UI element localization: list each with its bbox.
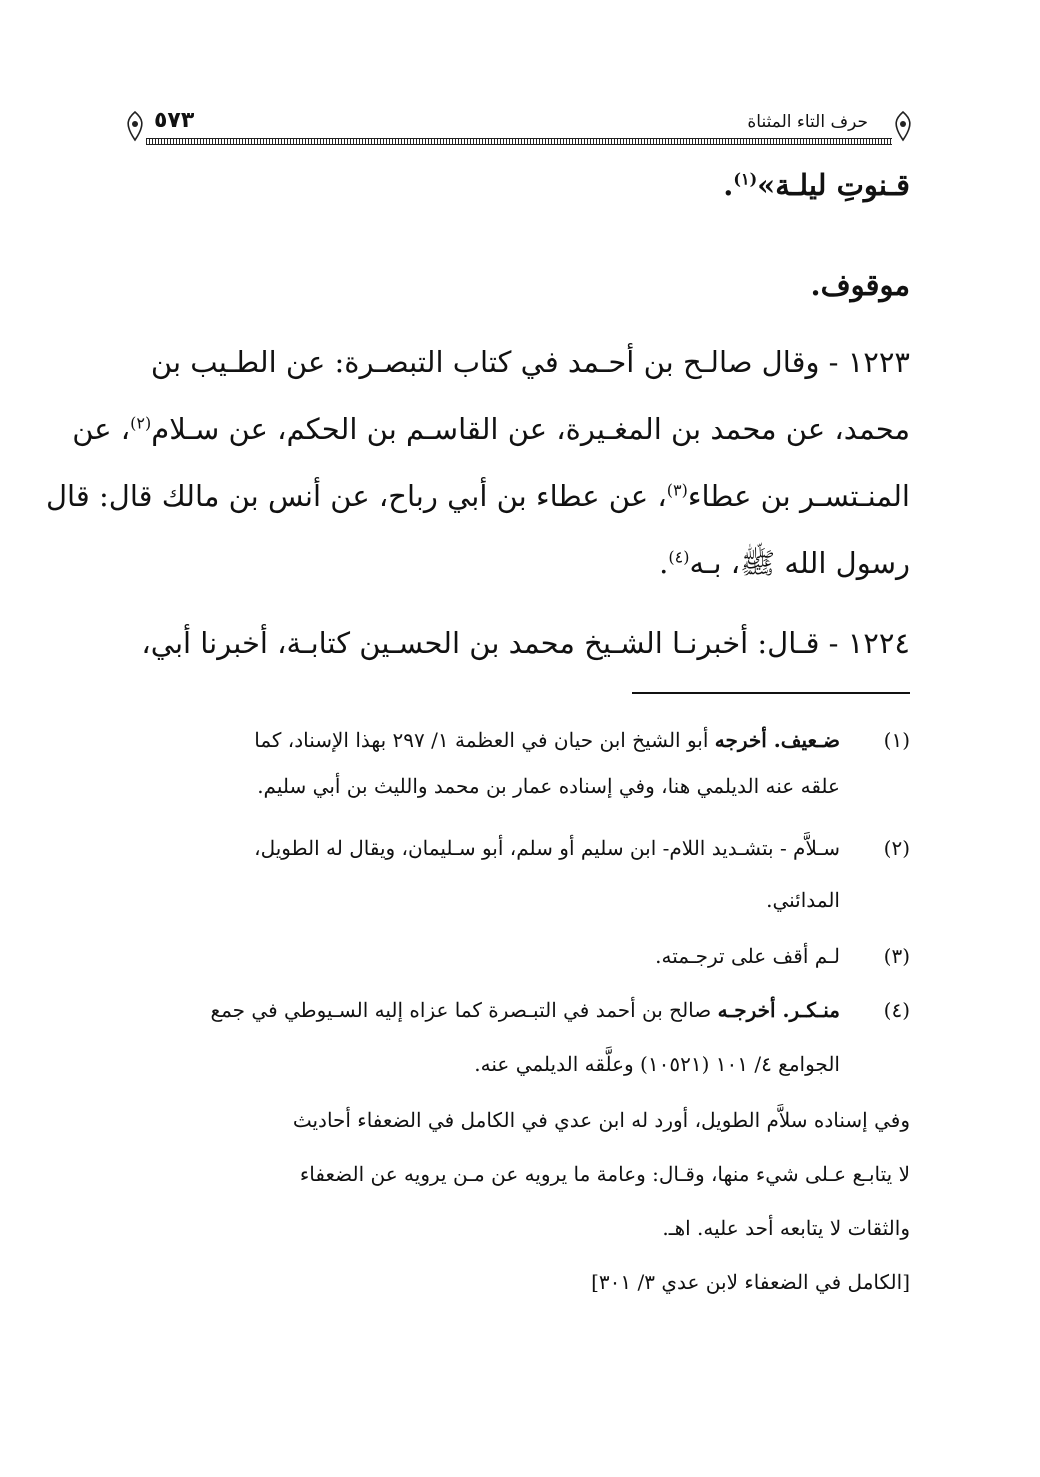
footnote-4-line-3: وفي إسناده سلاَّم الطويل، أورد له ابن عدي في الكامل في الضعفاء أحاديث <box>292 1108 910 1132</box>
grading-mawquf: موقوف. <box>810 268 910 302</box>
page-header <box>128 108 910 148</box>
hadith-1224-line-1: ١٢٢٤ - قـال: أخبرنـا الشـيخ محمد بن الحسـين كتابـة، أخبرنا أبي، <box>141 626 910 660</box>
footnote-ref-4[interactable]: (٤) <box>668 547 690 567</box>
text-line-1: قـنوتِ ليلـة»$^{(١)}$. <box>723 168 910 202</box>
page-number: ٥٧٣ <box>154 108 195 133</box>
footnote-ref-2[interactable]: (٢) <box>130 413 152 433</box>
hadith-1223-line-4: رسول الله ﷺ، بـه$^{(٤)}$. <box>659 546 910 580</box>
footnote-4-source: [الكامل في الضعفاء لابن عدي ٣/ ٣٠١] <box>591 1270 910 1294</box>
footnote-ref-3[interactable]: (٣) <box>666 480 688 500</box>
footnote-separator <box>632 692 910 694</box>
footnote-2-number: (٢) <box>883 836 910 860</box>
footnote-3-number: (٣) <box>883 944 910 968</box>
document-page: حرف التاء المثناة ٥٧٣ قـنوتِ ليلـة»$^{(١)}$. موقوف. ١٢٢٣ - وقال صالـح بن أحـمد في كتاب التبصـرة: عن الطـيب بن محمد، عن محمد بن المغـيرة، عن القاسـم بن الحكم، عن سـلام$^{(٢)}$، عن المنـتسـر بن عطاء$^{(٣)}$، عن عطاء بن أبي رباح، عن أنس بن مالك قال: قال رسول الله ﷺ، بـه$^{(٤)}$. ١٢٢٤ - قـال: أخبرنـا الشـيخ محمد بن الحسـين كتابـة، أخبرنا أبي، (١) ضـعيف. أخرجه أبو الشيخ ابن حيان في العظمة ١/ ٢٩٧ بهذا الإسناد، كما علقه عنه الديلمي هنا، وفي إسناده عمار بن محمد والليث بن أبي سليم. (٢) سـلاَّم - بتشـديد اللام- ابن سليم أو سلم، أبو سـليمان، ويقال له الطويل، المدائني. (٣) لـم أقف على ترجـمته. (٤) منـكـر. أخرجـه صالح بن أحمد في التبـصرة كما عزاه إليه السـيوطي في جمع الجوامع ٤/ ١٠١ (١٠٥٢١) وعلَّقه الديلمي عنه. وفي إسناده سلاَّم الطويل، أورد له ابن عدي في الكامل في الضعفاء أحاديث لا يتابـع عـلى شيء منها، وقـال: وعامة ما يرويه عن مـن يرويه عن الضعفاء والثقات لا يتابعه أحد عليه. اهـ. [الكامل في الضعفاء لابن عدي ٣/ ٣٠١] <box>0 0 1040 1477</box>
ornament-right-icon <box>888 110 918 142</box>
header-rule <box>146 138 892 145</box>
hadith-1223-line-2: محمد، عن محمد بن المغـيرة، عن القاسـم بن الحكم، عن سـلام$^{(٢)}$، عن <box>72 412 910 446</box>
footnote-4-line-5: والثقات لا يتابعه أحد عليه. اهـ. <box>662 1216 910 1240</box>
footnote-ref-1[interactable]: (١) <box>733 169 758 189</box>
footnote-4-line-4: لا يتابـع عـلى شيء منها، وقـال: وعامة ما يرويه عن مـن يرويه عن الضعفاء <box>299 1162 910 1186</box>
footnote-1-number: (١) <box>883 728 910 752</box>
running-title: حرف التاء المثناة <box>747 112 868 132</box>
ornament-left-icon <box>120 110 150 142</box>
hadith-1223-line-3: المنـتسـر بن عطاء$^{(٣)}$، عن عطاء بن أبي رباح، عن أنس بن مالك قال: قال <box>45 479 910 513</box>
footnote-4-number: (٤) <box>883 998 910 1022</box>
hadith-1223-line-1: ١٢٢٣ - وقال صالـح بن أحـمد في كتاب التبصـرة: عن الطـيب بن <box>150 345 910 379</box>
